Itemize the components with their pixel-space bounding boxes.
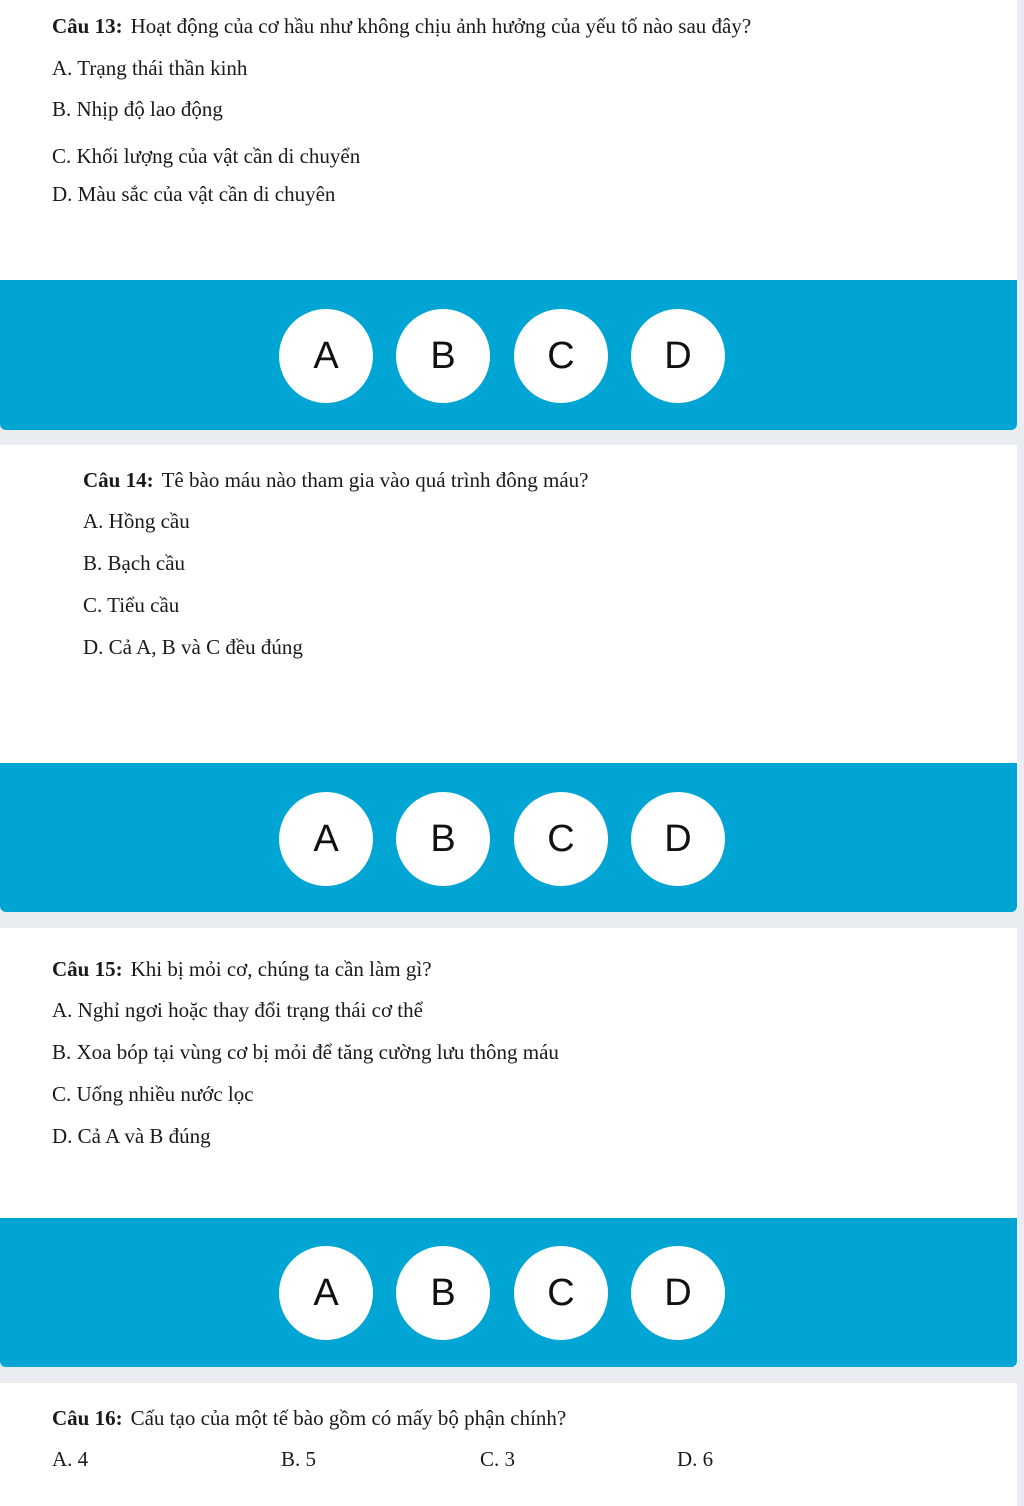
option-b: B. Nhịp độ lao động xyxy=(52,97,223,121)
question-text: Cấu tạo của một tế bào gồm có mấy bộ phận chính? xyxy=(130,1406,567,1430)
question-text: Tê bào máu nào tham gia vào quá trình đông máu? xyxy=(161,468,589,492)
answer-button-d[interactable]: D xyxy=(631,309,725,403)
question-number: Câu 14: xyxy=(83,468,154,492)
question-text: Hoạt động của cơ hầu như không chịu ảnh hưởng của yếu tố nào sau đây? xyxy=(130,14,752,38)
question-card-15 xyxy=(0,928,1017,1218)
answer-button-c[interactable]: C xyxy=(514,309,608,403)
question-title xyxy=(52,13,751,39)
option-c: C. Uống nhiều nước lọc xyxy=(52,1082,254,1106)
option-c: C. Tiểu cầu xyxy=(83,593,180,617)
answer-button-d[interactable]: D xyxy=(631,792,725,886)
question-title xyxy=(52,1405,566,1431)
question-card-14 xyxy=(0,445,1017,763)
option-a: A. Trạng thái thần kinh xyxy=(52,56,248,80)
question-card-16 xyxy=(0,1383,1017,1506)
option-b: B. 5 xyxy=(281,1447,317,1471)
option-d: D. Cả A, B và C đều đúng xyxy=(83,635,303,659)
option-d: D. 6 xyxy=(677,1447,714,1471)
answer-button-a[interactable]: A xyxy=(279,309,373,403)
answer-button-a[interactable]: A xyxy=(279,792,373,886)
question-text: Khi bị mỏi cơ, chúng ta cần làm gì? xyxy=(130,957,432,981)
answer-button-b[interactable]: B xyxy=(396,792,490,886)
option-c: C. Khối lượng của vật cần di chuyển xyxy=(52,144,361,168)
answer-button-b[interactable]: B xyxy=(396,1246,490,1340)
answer-button-c[interactable]: C xyxy=(514,792,608,886)
option-a: A. Nghỉ ngơi hoặc thay đổi trạng thái cơ thể xyxy=(52,998,423,1022)
answer-bar-13 xyxy=(0,280,1017,430)
answer-bar-15 xyxy=(0,1218,1017,1367)
option-b: B. Xoa bóp tại vùng cơ bị mỏi để tăng cường lưu thông máu xyxy=(52,1040,559,1064)
answer-button-a[interactable]: A xyxy=(279,1246,373,1340)
question-number: Câu 16: xyxy=(52,1406,123,1430)
question-card-13 xyxy=(0,0,1017,280)
question-number: Câu 13: xyxy=(52,14,123,38)
option-d: D. Màu sắc của vật cần di chuyên xyxy=(52,182,336,206)
option-a: A. 4 xyxy=(52,1447,89,1471)
answer-button-d[interactable]: D xyxy=(631,1246,725,1340)
option-d: D. Cả A và B đúng xyxy=(52,1124,211,1148)
option-c: C. 3 xyxy=(480,1447,516,1471)
question-number: Câu 15: xyxy=(52,957,123,981)
question-title xyxy=(83,467,588,493)
answer-bar-14 xyxy=(0,763,1017,912)
question-title xyxy=(52,956,432,982)
answer-button-b[interactable]: B xyxy=(396,309,490,403)
answer-button-c[interactable]: C xyxy=(514,1246,608,1340)
option-b: B. Bạch cầu xyxy=(83,551,186,575)
option-a: A. Hồng cầu xyxy=(83,509,190,533)
